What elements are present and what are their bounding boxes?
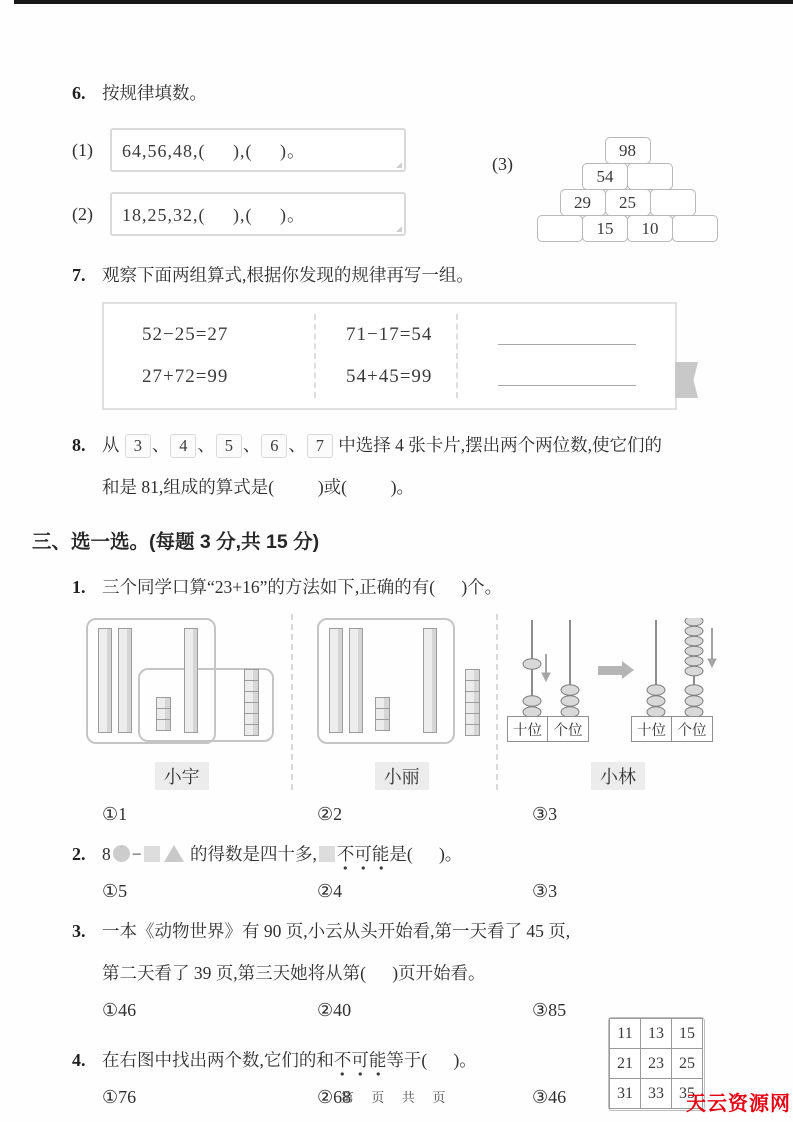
option: ①1 (102, 804, 128, 824)
tens-place-label: 十位 (507, 716, 549, 742)
tens-rod (423, 628, 437, 733)
option: ③46 (532, 1087, 567, 1107)
question-text (102, 1047, 477, 1073)
emphasized-text: 不可能 (334, 1050, 387, 1077)
abacus-illustration (508, 618, 728, 750)
question-number: 3. (72, 921, 86, 941)
methods-illustration (72, 614, 728, 790)
text-segment: 8 (102, 844, 111, 864)
item-label: (1) (72, 139, 93, 160)
answer-blank (498, 385, 636, 386)
panel-xiaolin (496, 614, 728, 790)
tens-rod (349, 628, 363, 733)
abacus-after (632, 618, 728, 742)
grid-cell: 35 (671, 1078, 703, 1109)
down-arrow-icon (708, 628, 716, 667)
question-6-body (72, 128, 728, 236)
option: ②68 (317, 1087, 352, 1107)
panel-xiaoli (291, 614, 496, 790)
pyramid-row (583, 164, 673, 190)
section-heading: 三、选一选。(每题 3 分,共 15 分) (32, 531, 320, 553)
tens-rod (329, 628, 343, 733)
choice-question-1 (72, 574, 728, 600)
tens-rod (118, 628, 132, 733)
text-segment: 在右图中找出两个数,它们的和 (102, 1050, 334, 1070)
equation: 71−17=54 (346, 324, 433, 345)
options-row (102, 881, 728, 902)
question-number: 2. (72, 844, 86, 864)
base-ten-blocks-illustration (307, 618, 496, 750)
text-segment: 从 (102, 435, 120, 455)
text-segment: 是( )。 (389, 844, 463, 864)
grid-cell: 31 (609, 1078, 641, 1109)
equation-group-1 (104, 314, 316, 398)
grid-row (610, 1019, 703, 1049)
sequence-text-2: 18,25,32,( ),( )。 (122, 205, 306, 225)
item-label-3: (3) (492, 154, 513, 174)
abacus-base (632, 716, 728, 742)
text-segment: 和是 81,组成的算式是( )或( )。 (102, 477, 415, 497)
grid-cell: 13 (640, 1018, 672, 1049)
text-segment: 第二天看了 39 页,第三天她将从第( )页开始看。 (102, 963, 486, 983)
sequence-text-1: 64,56,48,( ),( )。 (122, 141, 306, 161)
pyramid-cell (537, 215, 583, 242)
student-label: 小林 (591, 762, 645, 790)
number-card: 5 (216, 434, 242, 458)
separator: 、 (197, 435, 215, 455)
option: ③3 (532, 804, 558, 824)
question-8-line-2 (102, 474, 728, 500)
down-arrow-icon (542, 654, 550, 681)
choice-question-3 (72, 918, 728, 944)
question-text: 观察下面两组算式,根据你发现的规律再写一组。 (102, 265, 474, 285)
abacus-base (508, 716, 592, 742)
footer-page-label: 第 页 共 页 (340, 1090, 453, 1105)
ones-cubes (244, 670, 259, 736)
square-shape-icon (144, 846, 160, 862)
ones-cubes (375, 698, 390, 731)
watermark: 天云资源网 (686, 1093, 791, 1115)
number-card: 4 (170, 434, 196, 458)
question-number: 1. (72, 577, 86, 597)
student-label: 小宇 (155, 762, 209, 790)
pyramid-cell: 15 (582, 215, 628, 242)
question-text: 三个同学口算“23+16”的方法如下,正确的有( )个。 (102, 577, 503, 597)
grid-cell: 25 (671, 1048, 703, 1079)
ones-place-label: 个位 (671, 716, 713, 742)
equation-box (102, 302, 677, 410)
separator: 、 (288, 435, 306, 455)
sequence-box-2 (110, 192, 406, 236)
pyramid-row (606, 138, 651, 164)
arrow-right-icon (598, 666, 622, 675)
square-shape-icon (319, 846, 335, 862)
circle-shape-icon (113, 845, 130, 862)
pyramid-cell (627, 163, 673, 190)
minus-sign: − (131, 844, 142, 864)
option: ②40 (317, 1000, 352, 1020)
scan-edge-line (14, 0, 793, 4)
student-label: 小丽 (375, 762, 429, 790)
question-text: 一本《动物世界》有 90 页,小云从头开始看,第一天看了 45 页, (102, 921, 571, 941)
triangle-shape-icon (164, 845, 184, 862)
text-segment: 中选择 4 张卡片,摆出两个两位数,使它们的 (338, 435, 662, 455)
item-label: (2) (72, 203, 93, 224)
question-text (102, 432, 662, 458)
equation-group-blank (458, 314, 675, 398)
abacus-before (508, 618, 592, 742)
pyramid-row (538, 216, 718, 242)
option: ①46 (102, 1000, 137, 1020)
option: ①5 (102, 881, 128, 901)
base-ten-blocks-illustration (72, 618, 291, 750)
emphasized-text: 不可能 (337, 844, 390, 871)
pyramid-cell: 98 (605, 137, 651, 164)
option: ③3 (532, 881, 558, 901)
equation-group-2 (316, 314, 458, 398)
number-card: 7 (307, 434, 333, 458)
option: ③85 (532, 1000, 567, 1020)
question-number: 6. (72, 83, 86, 103)
option: ②4 (317, 881, 343, 901)
grid-cell: 11 (609, 1018, 641, 1049)
choice-question-3-line-2 (102, 960, 728, 986)
separator: 、 (151, 435, 170, 455)
choice-question-2 (72, 841, 728, 867)
tens-rod (98, 628, 112, 733)
text-segment: 等于( )。 (386, 1050, 477, 1070)
question-6 (72, 80, 728, 106)
tens-place-label: 十位 (631, 716, 673, 742)
grid-row (610, 1049, 703, 1079)
ones-place-label: 个位 (547, 716, 589, 742)
options-row (102, 804, 728, 825)
question-7 (72, 262, 728, 288)
question-number: 4. (72, 1050, 86, 1070)
number-card: 6 (261, 434, 287, 458)
equation: 27+72=99 (142, 366, 229, 387)
bookmark-ribbon-icon (675, 362, 698, 398)
number-pyramid (538, 138, 718, 242)
pyramid-cell: 25 (605, 189, 651, 216)
question-number: 7. (72, 265, 86, 285)
separator: 、 (242, 435, 261, 455)
sequence-box-1 (110, 128, 406, 172)
number-card: 3 (125, 434, 151, 458)
pyramid-cell: 10 (627, 215, 673, 242)
ones-cubes (465, 670, 480, 736)
grid-cell: 33 (640, 1078, 672, 1109)
question-number: 8. (72, 435, 86, 455)
grid-cell: 23 (640, 1048, 672, 1079)
abacus-rods-and-beads (632, 618, 728, 718)
text-segment: 的得数是四十多, (185, 844, 317, 864)
equation: 52−25=27 (142, 324, 229, 345)
pyramid-cell: 29 (560, 189, 606, 216)
panel-xiaoyu (72, 614, 291, 790)
question-8 (72, 432, 728, 458)
tens-rod (184, 628, 198, 733)
ones-cubes (156, 698, 171, 731)
option: ②2 (317, 804, 343, 824)
question-text (102, 841, 462, 867)
answer-blank (498, 344, 636, 345)
grid-cell: 21 (609, 1048, 641, 1079)
pyramid-row (561, 190, 696, 216)
option: ①76 (102, 1087, 137, 1107)
pyramid-cell (672, 215, 718, 242)
question-text: 按规律填数。 (102, 83, 207, 103)
abacus-rods-and-beads (508, 618, 592, 718)
pyramid-cell: 54 (582, 163, 628, 190)
worksheet-page (32, 80, 728, 1108)
grid-cell: 15 (671, 1018, 703, 1049)
pyramid-cell (650, 189, 696, 216)
equation: 54+45=99 (346, 366, 433, 387)
